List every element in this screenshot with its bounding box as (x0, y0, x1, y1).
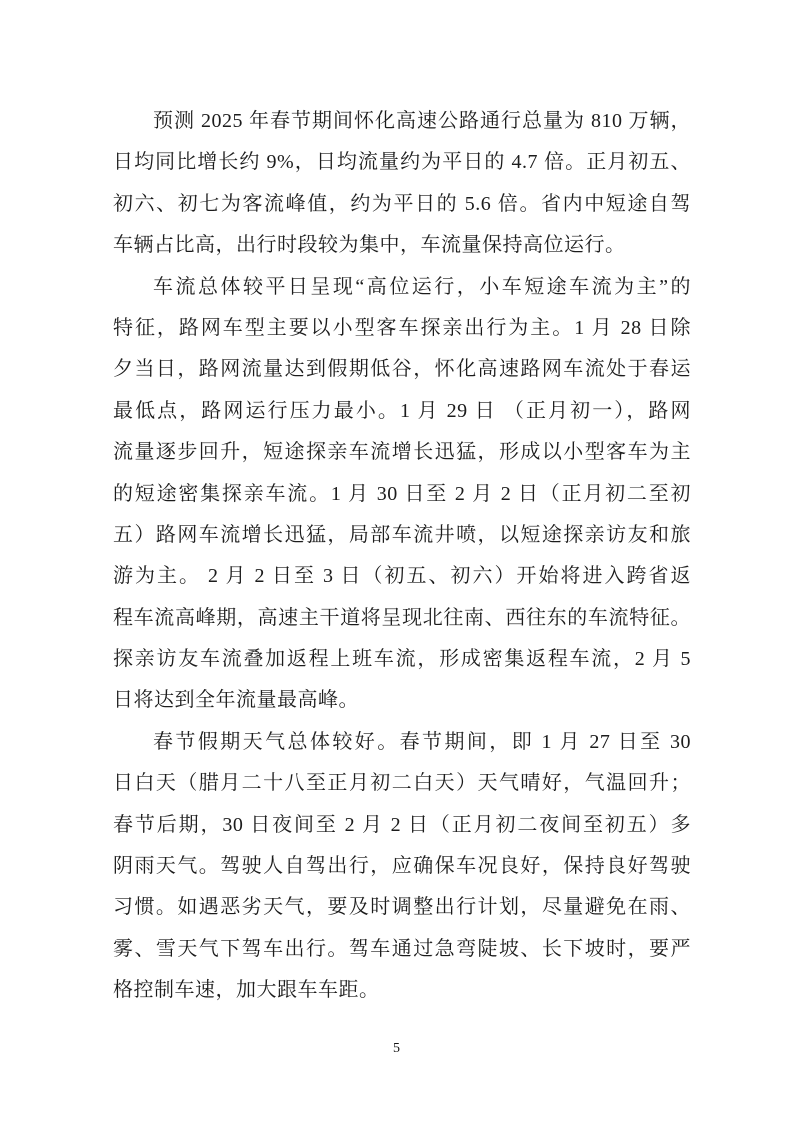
text-line: 夕当日，路网流量达到假期低谷，怀化高速路网车流处于春运 (113, 358, 691, 381)
text-line: 日均同比增长约 9%，日均流量约为平日的 4.7 倍。正月初五、 (113, 151, 691, 174)
text-line: 阴雨天气。驾驶人自驾出行，应确保车况良好，保持良好驾驶 (113, 855, 691, 878)
text-line: 日白天（腊月二十八至正月初二白天）天气晴好，气温回升； (113, 772, 691, 795)
text-line: 特征，路网车型主要以小型客车探亲出行为主。1 月 28 日除 (113, 316, 691, 339)
text-line: 流量逐步回升，短途探亲车流增长迅猛，形成以小型客车为主 (113, 441, 691, 464)
text-line: 车流总体较平日呈现“高位运行，小车短途车流为主”的 (153, 275, 691, 298)
text-line: 日将达到全年流量最高峰。 (113, 689, 359, 712)
text-line: 春节假期天气总体较好。春节期间，即 1 月 27 日至 30 (153, 730, 691, 753)
text-line: 最低点，路网运行压力最小。1 月 29 日 （正月初一），路网 (113, 399, 691, 422)
text-line: 习惯。如遇恶劣天气，要及时调整出行计划，尽量避免在雨、 (113, 896, 691, 919)
text-line: 五）路网车流增长迅猛，局部车流井喷，以短途探亲访友和旅 (113, 523, 691, 546)
paragraph-forecast-volume (113, 101, 691, 267)
paragraph-weather-advice (113, 722, 691, 1012)
text-line: 的短途密集探亲车流。1 月 30 日至 2 月 2 日（正月初二至初 (113, 482, 691, 505)
paragraph-traffic-characteristics (113, 267, 691, 722)
document-body (113, 101, 691, 1012)
text-line: 格控制车速，加大跟车车距。 (113, 979, 380, 1002)
text-line: 程车流高峰期，高速主干道将呈现北往南、西往东的车流特征。 (113, 606, 691, 629)
text-line: 预测 2025 年春节期间怀化高速公路通行总量为 810 万辆， (153, 110, 691, 132)
text-line: 车辆占比高，出行时段较为集中，车流量保持高位运行。 (113, 234, 626, 257)
text-line: 春节后期，30 日夜间至 2 月 2 日（正月初二夜间至初五）多 (113, 813, 691, 836)
text-line: 雾、雪天气下驾车出行。驾车通过急弯陡坡、长下坡时，要严 (113, 937, 691, 960)
text-line: 探亲访友车流叠加返程上班车流，形成密集返程车流，2 月 5 (113, 648, 691, 671)
text-line: 初六、初七为客流峰值，约为平日的 5.6 倍。省内中短途自驾 (113, 192, 691, 215)
page-number: 5 (393, 1041, 400, 1056)
text-line: 游为主。 2 月 2 日至 3 日（初五、初六）开始将进入跨省返 (113, 565, 691, 588)
